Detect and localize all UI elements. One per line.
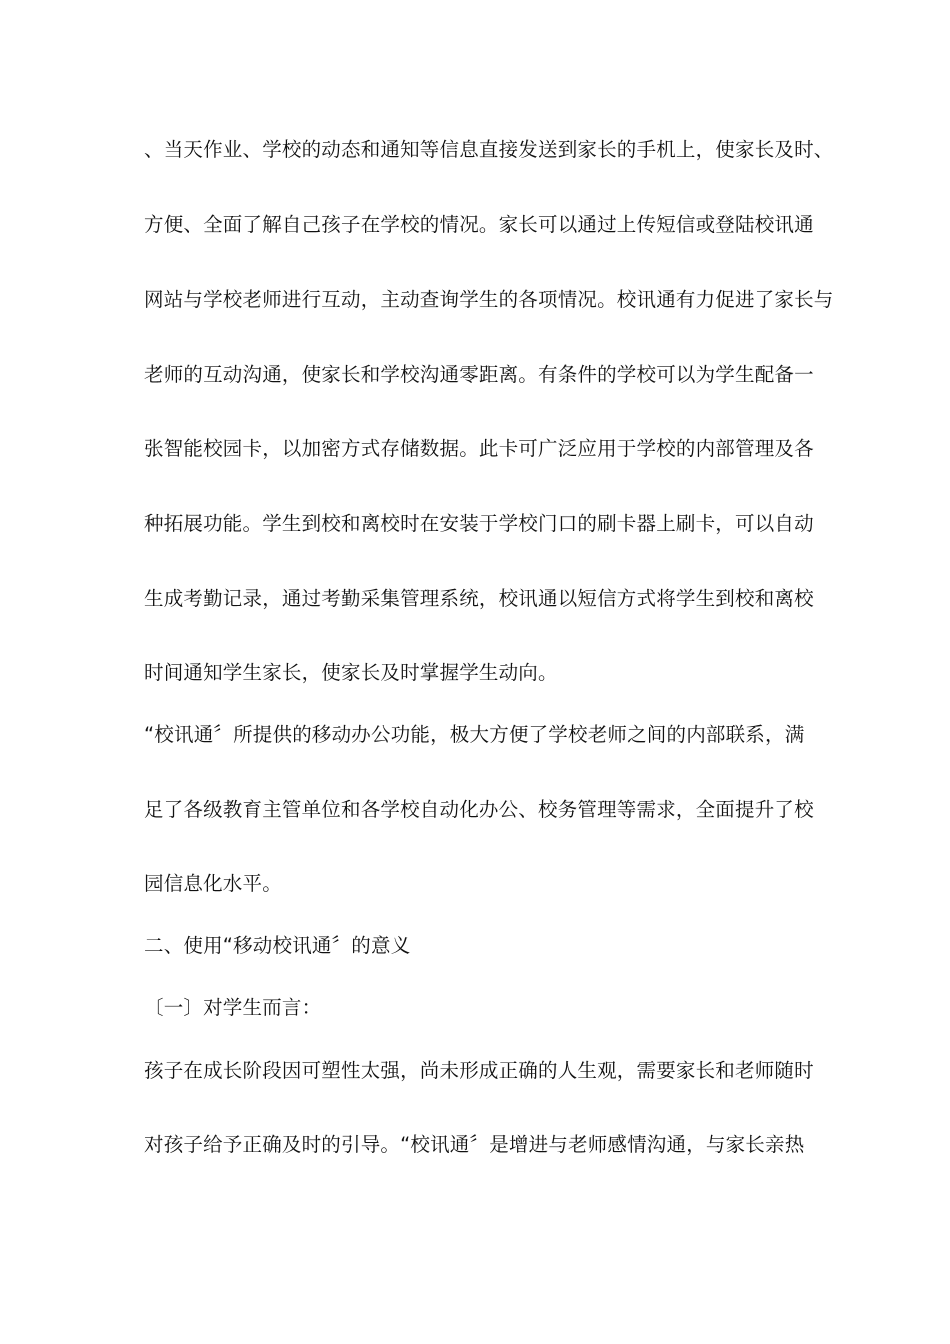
text-line-7: 生成考勤记录，通过考勤采集管理系统，校讯通以短信方式将学生到校和离校 [144,587,814,610]
text-line-2: 方便、全面了解自己孩子在学校的情况。家长可以通过上传短信或登陆校讯通 [144,213,814,236]
subsection-heading: 〔一〕对学生而言： [144,996,322,1019]
text-line-8: 时间通知学生家长，使家长及时掌握学生动向。 [144,661,558,684]
text-line-6: 种拓展功能。学生到校和离校时在安装于学校门口的刷卡器上刷卡，可以自动 [144,512,814,535]
text-line-14: 孩子在成长阶段因可塑性太强，尚未形成正确的人生观，需要家长和老师随时 [144,1059,814,1082]
text-line-5: 张智能校园卡，以加密方式存储数据。此卡可广泛应用于学校的内部管理及各 [144,437,814,460]
text-line-9: “校讯通〞所提供的移动办公功能，极大方便了学校老师之间的内部联系，满 [144,723,805,746]
text-line-10: 足了各级教育主管单位和各学校自动化办公、校务管理等需求，全面提升了校 [144,798,814,821]
text-line-15: 对孩子给予正确及时的引导。“校讯通〞是增进与老师感情沟通，与家长亲热 [144,1133,805,1156]
section-heading: 二、使用“移动校讯通〞的意义 [144,934,411,957]
text-line-1: 、当天作业、学校的动态和通知等信息直接发送到家长的手机上，使家长及时、 [144,138,834,161]
text-line-4: 老师的互动沟通，使家长和学校沟通零距离。有条件的学校可以为学生配备一 [144,363,814,386]
text-line-11: 园信息化水平。 [144,872,282,895]
text-line-3: 网站与学校老师进行互动，主动查询学生的各项情况。校讯通有力促进了家长与 [144,288,834,311]
